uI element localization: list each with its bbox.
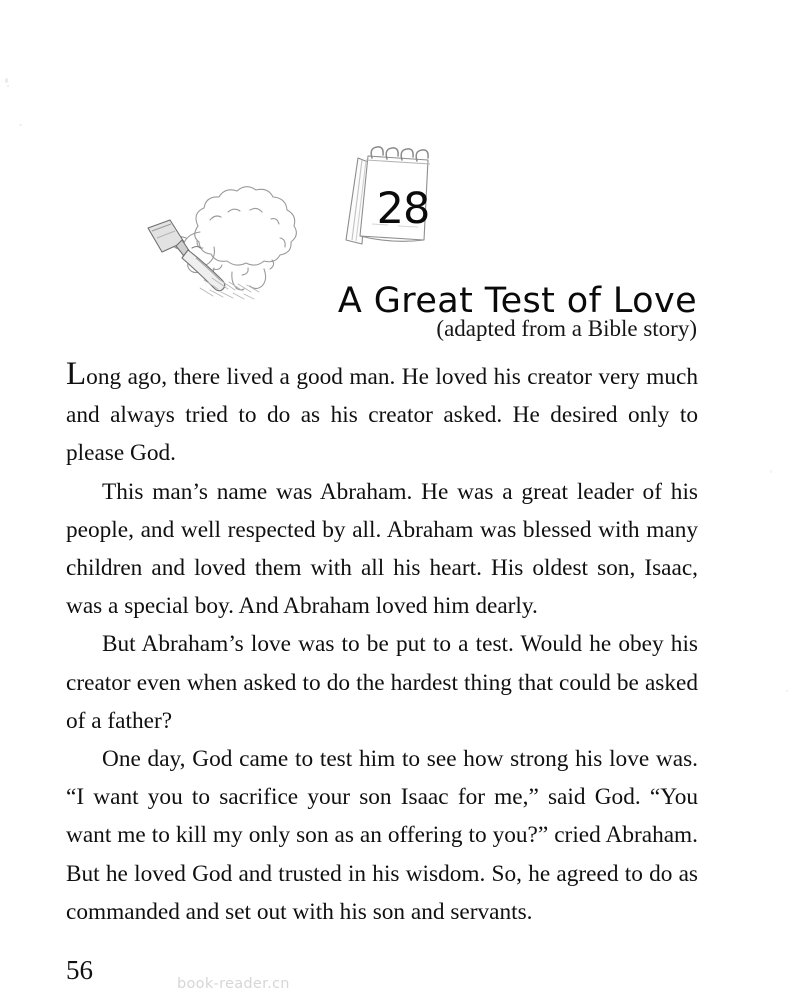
paragraph: One day, God came to test him to see how strong his love was. “I want you to sacrifice your son Isaac for me,” said God. “You want me to kill my only son as an offering to you?” cried Abraham. But he loved God and trusted in his wisdom. So, he agreed to do as commanded and set out with his son and servants. [66,746,698,925]
paragraph: Long ago, there lived a good man. He loved his creator very much and always tried to do as his creator asked. He desired only to please God. [66,356,698,467]
watermark: book-reader.cn [177,976,290,992]
chapter-header-illustration [0,0,800,320]
chapter-subtitle: (adapted from a Bible story) [436,316,697,341]
body-text [66,358,698,931]
paragraph: This man’s name was Abraham. He was a great leader of his people, and well respected by all. Abraham was blessed with many children and loved them with all his heart. His oldest son, Isaac, was a special boy. And Abraham loved him dearly. [66,478,698,620]
paragraph: But Abraham’s love was to be put to a test. Would he obey his creator even when asked to do the hardest thing that could be asked of a father? [66,631,698,734]
scan-speckle [786,690,788,692]
scan-speckle [770,470,772,473]
page-number: 56 [66,955,93,985]
chapter-number: 28 [376,184,430,234]
page-title: A Great Test of Love [337,281,697,322]
